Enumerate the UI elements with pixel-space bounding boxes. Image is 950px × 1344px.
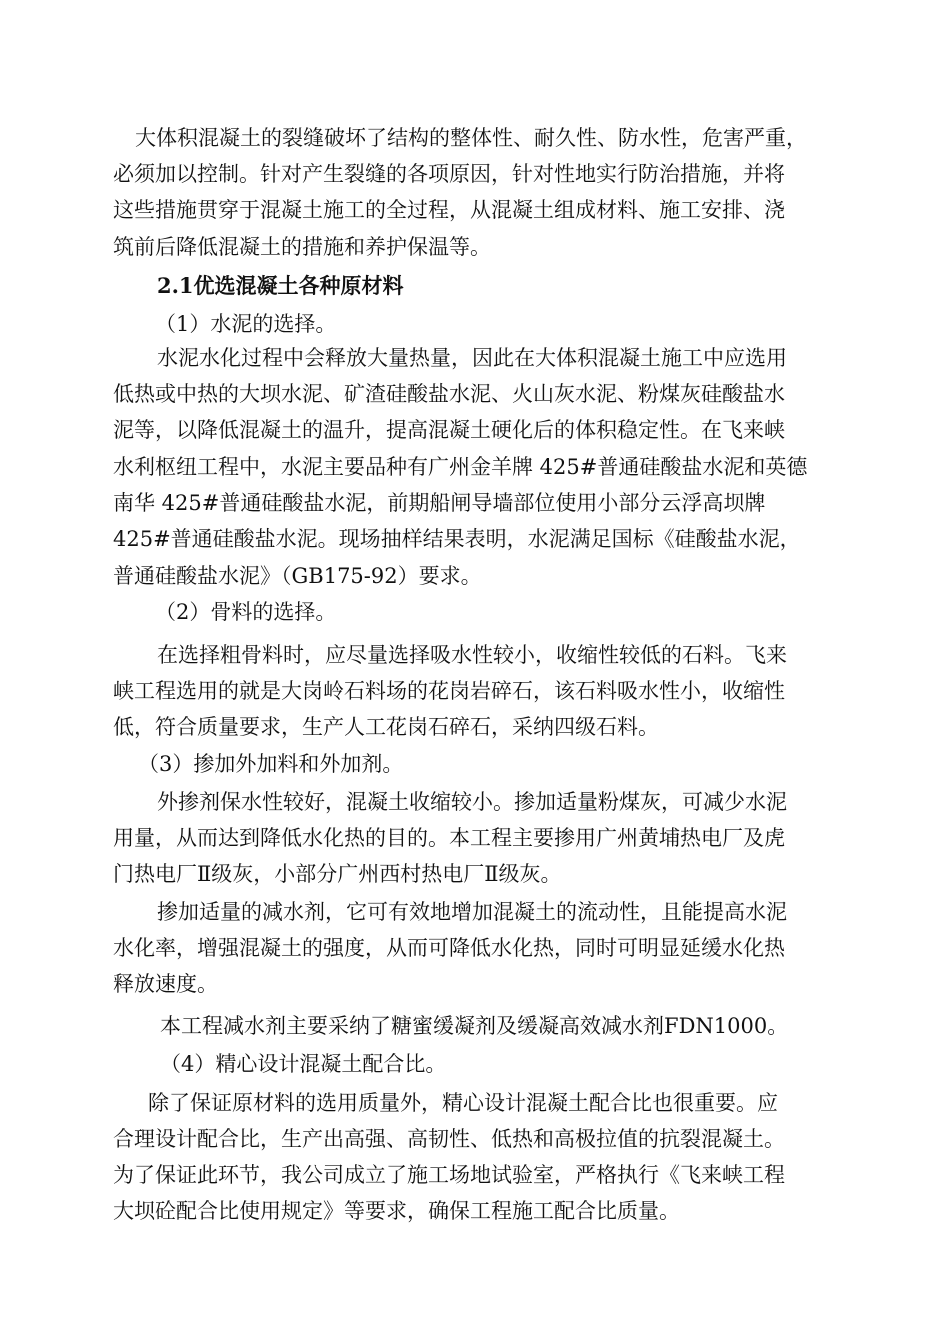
subsection-title: （2）骨料的选择。 [155, 600, 337, 624]
paragraph-line: 必须加以控制。针对产生裂缝的各项原因，针对性地实行防治措施，并将 [113, 162, 785, 186]
paragraph-line: 筑前后降低混凝土的措施和养护保温等。 [113, 235, 491, 259]
paragraph-line: 本工程减水剂主要采纳了糖蜜缓凝剂及缓凝高效减水剂FDN1000。 [160, 1014, 789, 1038]
subsection-title: （1）水泥的选择。 [155, 312, 337, 336]
paragraph-line: 水利枢纽工程中，水泥主要品种有广州金羊牌 425#普通硅酸盐水泥和英德 [113, 455, 808, 479]
paragraph-line: 南华 425#普通硅酸盐水泥，前期船闸导墙部位使用小部分云浮高坝牌 [113, 491, 766, 515]
paragraph-line: 除了保证原材料的选用质量外，精心设计混凝土配合比也很重要。应 [148, 1091, 778, 1115]
paragraph-line: 水化率，增强混凝土的强度，从而可降低水化热，同时可明显延缓水化热 [113, 936, 785, 960]
paragraph-line: 释放速度。 [113, 972, 218, 996]
paragraph-line: 用量，从而达到降低水化热的目的。本工程主要掺用广州黄埔热电厂及虎 [113, 826, 785, 850]
paragraph-line: 大体积混凝土的裂缝破坏了结构的整体性、耐久性、防水性，危害严重， [135, 126, 807, 150]
paragraph-line: 这些措施贯穿于混凝土施工的全过程，从混凝土组成材料、施工安排、浇 [113, 198, 785, 222]
paragraph-line: 大坝砼配合比使用规定》等要求，确保工程施工配合比质量。 [113, 1199, 680, 1223]
paragraph-line: 普通硅酸盐水泥》（GB175-92）要求。 [113, 564, 482, 588]
subsection-title: （3）掺加外加料和外加剂。 [138, 752, 404, 776]
paragraph-line: 低热或中热的大坝水泥、矿渣硅酸盐水泥、火山灰水泥、粉煤灰硅酸盐水 [113, 382, 785, 406]
subsection-title: （4）精心设计混凝土配合比。 [160, 1052, 447, 1076]
section-heading: 2.1优选混凝土各种原材料 [157, 273, 404, 298]
paragraph-line: 为了保证此环节，我公司成立了施工场地试验室，严格执行《飞来峡工程 [113, 1163, 785, 1187]
paragraph-line: 掺加适量的减水剂，它可有效地增加混凝土的流动性，且能提高水泥 [157, 900, 787, 924]
paragraph-line: 水泥水化过程中会释放大量热量，因此在大体积混凝土施工中应选用 [157, 346, 787, 370]
paragraph-line: 425#普通硅酸盐水泥。现场抽样结果表明，水泥满足国标《硅酸盐水泥， [113, 527, 801, 551]
paragraph-line: 外掺剂保水性较好，混凝土收缩较小。掺加适量粉煤灰，可减少水泥 [157, 790, 787, 814]
paragraph-line: 低，符合质量要求，生产人工花岗石碎石，采纳四级石料。 [113, 715, 659, 739]
paragraph-line: 合理设计配合比，生产出高强、高韧性、低热和高极拉值的抗裂混凝土。 [113, 1127, 785, 1151]
paragraph-line: 泥等，以降低混凝土的温升，提高混凝土硬化后的体积稳定性。在飞来峡 [113, 418, 785, 442]
paragraph-line: 门热电厂Ⅱ级灰，小部分广州西村热电厂Ⅱ级灰。 [113, 862, 562, 886]
paragraph-line: 在选择粗骨料时，应尽量选择吸水性较小，收缩性较低的石料。飞来 [157, 643, 787, 667]
paragraph-line: 峡工程选用的就是大岗岭石料场的花岗岩碎石，该石料吸水性小，收缩性 [113, 679, 785, 703]
